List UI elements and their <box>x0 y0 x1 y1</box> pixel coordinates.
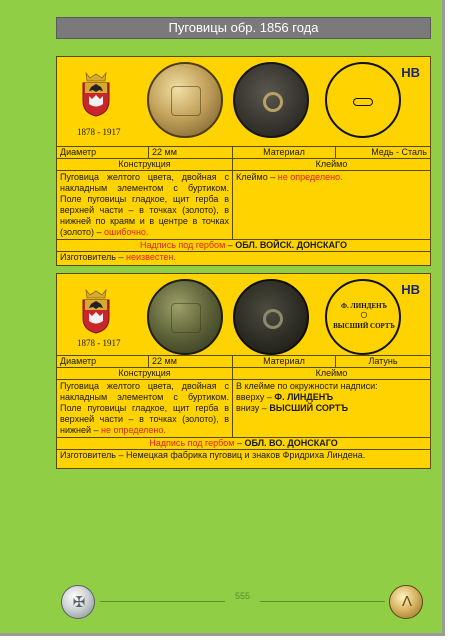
construction-description <box>57 380 233 437</box>
material-value: Латунь <box>368 356 398 366</box>
footer-divider-right <box>260 601 385 602</box>
inscription: Надпись под гербом – ОБЛ. ВОЙСК. ДОНСКАГО <box>140 240 347 250</box>
material-value: Медь - Сталь <box>371 147 427 157</box>
button-card-2 <box>56 273 431 469</box>
coat-of-arms-icon <box>79 71 113 117</box>
maker-value: неизвестен. <box>126 252 176 262</box>
silver-medal-icon <box>61 585 95 619</box>
crest-icon <box>171 303 201 333</box>
page-title: Пуговицы обр. 1856 года <box>56 17 431 39</box>
coat-of-arms-icon <box>79 288 113 334</box>
nb-badge: НВ <box>401 65 420 80</box>
hallmark-intro: В клейме по окружности надписи: <box>236 381 378 391</box>
diameter-value: 22 мм <box>149 147 233 158</box>
header-row <box>57 159 430 171</box>
maker-label: Изготовитель – <box>60 252 124 262</box>
hallmark-description <box>233 171 430 239</box>
hallmark-top-value: Ф. ЛИНДЕНЪ <box>274 392 334 402</box>
marking-bottom: ВЫСШИЙ СОРТЪ <box>333 322 395 330</box>
hallmark-top <box>236 392 427 403</box>
page-number: 555 <box>234 591 251 601</box>
construction-label: Конструкция <box>57 159 233 170</box>
inscription-value: ОБЛ. ВОЙСК. ДОНСКАГО <box>235 240 347 250</box>
marking-top: Ф. ЛИНДЕНЪ <box>341 302 387 310</box>
construction-label: Конструкция <box>57 368 233 379</box>
nb-badge: НВ <box>401 282 420 297</box>
spec-row <box>57 147 430 159</box>
button-front-image <box>147 62 223 138</box>
shank-icon <box>263 309 283 329</box>
button-back-image <box>233 279 309 355</box>
hallmark-marking <box>333 301 395 331</box>
header-row <box>57 368 430 380</box>
hallmark-label: Клеймо <box>315 159 348 169</box>
years-range: 1878 - 1917 <box>77 127 121 137</box>
hallmark-top-prefix: вверху – <box>236 392 272 402</box>
hallmark-note: не определено. <box>277 172 343 182</box>
button-card-1 <box>56 56 431 266</box>
button-hallmark-drawing <box>325 279 401 355</box>
hallmark-prefix: Клеймо – <box>236 172 276 182</box>
inscription-row <box>57 438 430 450</box>
ring-icon: ○ <box>359 308 369 323</box>
monogram-icon: Λ <box>401 593 413 610</box>
maker-label: Изготовитель – <box>60 450 124 460</box>
maker-row <box>57 450 430 461</box>
inscription-value: ОБЛ. ВО. ДОНСКАГО <box>244 438 338 448</box>
slot-icon <box>353 98 373 106</box>
hallmark-bottom-prefix: внизу – <box>236 403 267 413</box>
diameter-label: Диаметр <box>57 147 149 158</box>
details-row <box>57 171 430 240</box>
hallmark-label: Клеймо <box>315 368 348 378</box>
hallmark-bottom <box>236 403 427 414</box>
description-text: Пуговица желтого цвета, двойная с накладным элементом с буртиком. Поле пуговицы гладкое, щит герба в верхней части – в точках (золото), в нижней – <box>60 381 229 435</box>
inscription-label: Надпись под гербом <box>149 438 235 448</box>
hallmark-bottom-value: ВЫСШИЙ СОРТЪ <box>269 403 349 413</box>
maker <box>57 450 430 461</box>
gold-medal-icon <box>389 585 423 619</box>
spec-row <box>57 356 430 368</box>
inscription-row <box>57 240 430 252</box>
card-images <box>57 57 430 147</box>
button-front-image <box>147 279 223 355</box>
shank-icon <box>263 92 283 112</box>
material-label: Материал <box>233 356 336 367</box>
card-images <box>57 274 430 356</box>
crest-icon <box>171 86 201 116</box>
inscription-label: Надпись под гербом <box>140 240 226 250</box>
diameter-label: Диаметр <box>57 356 149 367</box>
description-note: ошибочно. <box>104 227 149 237</box>
hallmark-description <box>233 380 430 437</box>
years-range: 1878 - 1917 <box>77 338 121 348</box>
maker <box>57 252 430 263</box>
inscription: Надпись под гербом – ОБЛ. ВО. ДОНСКАГО <box>149 438 338 448</box>
eagle-icon: ✠ <box>72 594 86 611</box>
diameter-value: 22 мм <box>149 356 233 367</box>
maker-value: Немецкая фабрика пуговиц и знаков Фридриха Линдена. <box>126 450 366 460</box>
button-back-image <box>233 62 309 138</box>
description-text: Пуговица желтого цвета, двойная с накладным элементом с буртиком. Поле пуговицы гладкое, щит герба в верхней части – в точках (золото), в нижней по краям и в центре в точках (золото) – <box>60 172 229 237</box>
button-outline-drawing <box>325 62 401 138</box>
details-row <box>57 380 430 438</box>
material-label: Материал <box>233 147 336 158</box>
construction-description <box>57 171 233 239</box>
footer-divider-left <box>100 601 225 602</box>
description-note: не определено. <box>101 425 166 435</box>
maker-row <box>57 252 430 263</box>
